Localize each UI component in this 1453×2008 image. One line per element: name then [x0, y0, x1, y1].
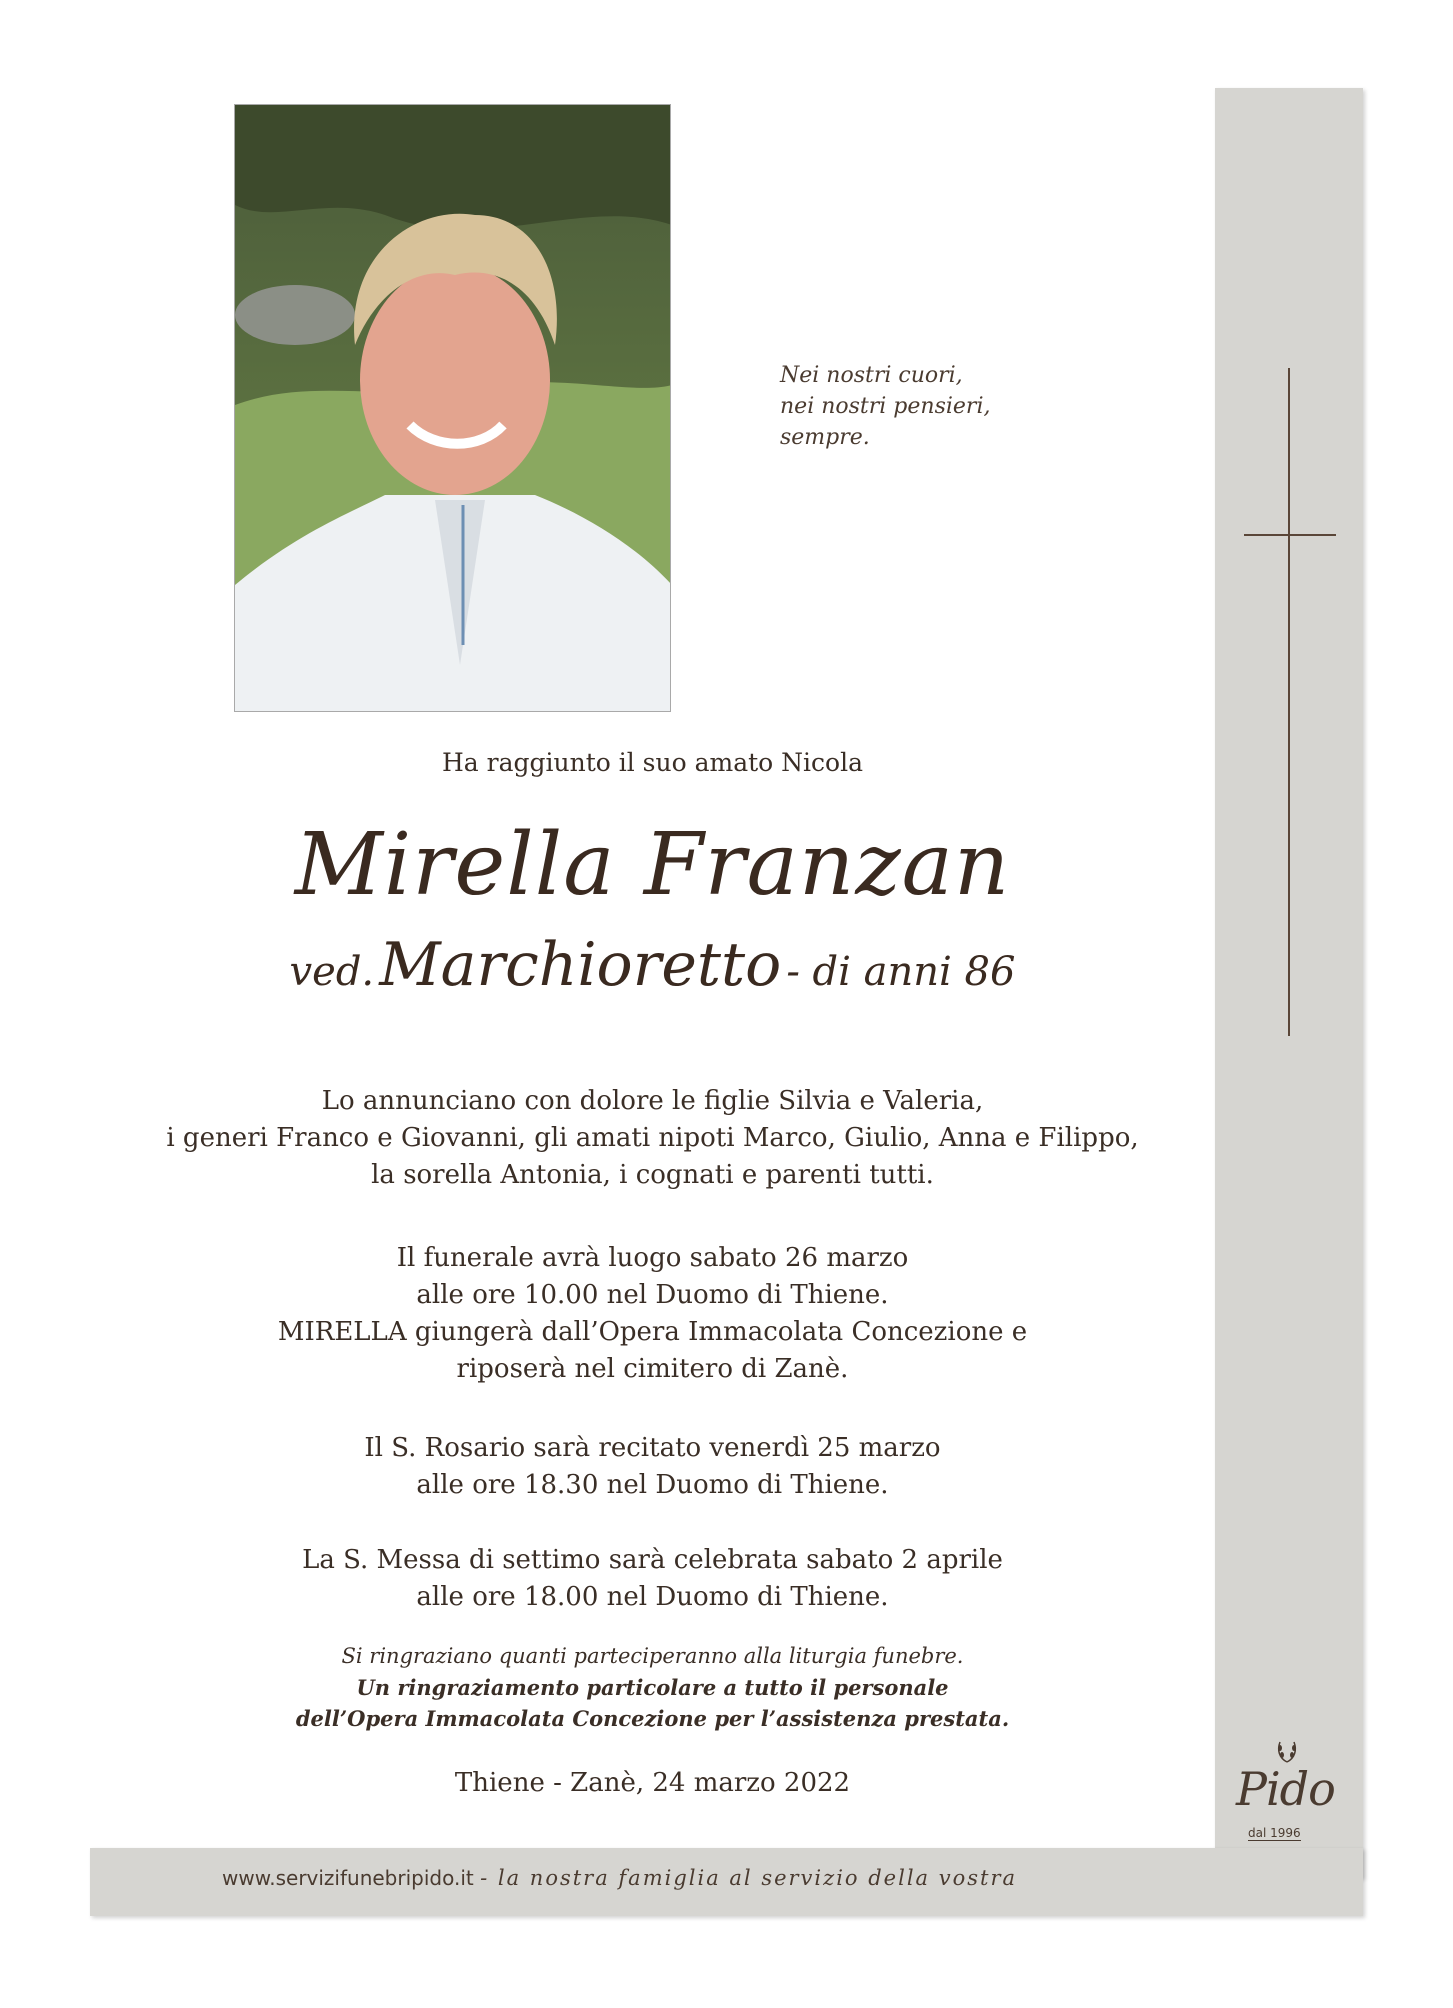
announcement	[90, 1083, 1215, 1194]
announcement-line: la sorella Antonia, i cognati e parenti tutti.	[371, 1160, 934, 1190]
thanks-line: Un ringraziamento particolare a tutto il personale	[356, 1675, 949, 1700]
rosary-info	[90, 1430, 1215, 1504]
mass-line: La S. Messa di settimo sarà celebrata sabato 2 aprile	[302, 1545, 1003, 1575]
age: - di anni 86	[786, 949, 1016, 995]
funeral-home-logo	[1228, 1738, 1348, 1848]
motto	[780, 360, 990, 453]
portrait-photo	[234, 104, 671, 712]
funeral-line: Il funerale avrà luogo sabato 26 marzo	[396, 1243, 909, 1273]
wreath-icon	[1274, 1738, 1300, 1764]
footer-text	[222, 1866, 1017, 1890]
widow-prefix: ved.	[289, 949, 375, 995]
rosary-line: Il S. Rosario sarà recitato venerdì 25 marzo	[364, 1433, 941, 1463]
motto-line: Nei nostri cuori,	[780, 363, 963, 388]
funeral-info	[90, 1240, 1215, 1388]
announcement-line: Lo annunciano con dolore le figlie Silvia e Valeria,	[321, 1086, 984, 1116]
place-date: Thiene - Zanè, 24 marzo 2022	[454, 1768, 851, 1798]
cross-icon	[1244, 368, 1336, 1036]
motto-line: sempre.	[780, 425, 870, 450]
thanks	[90, 1641, 1215, 1734]
deceased-name: Mirella Franzan	[294, 815, 1011, 915]
funeral-line: alle ore 10.00 nel Duomo di Thiene.	[416, 1280, 889, 1310]
funeral-line: MIRELLA giungerà dall’Opera Immacolata Concezione e	[277, 1317, 1028, 1347]
mass-line: alle ore 18.00 nel Duomo di Thiene.	[416, 1582, 889, 1612]
intro-text: Ha raggiunto il suo amato Nicola	[441, 748, 863, 777]
mass-info	[90, 1542, 1215, 1616]
thanks-line: Si ringraziano quanti parteciperanno alla liturgia funebre.	[341, 1644, 964, 1668]
footer-tagline: - la nostra famiglia al servizio della vostra	[480, 1866, 1018, 1890]
logo-since: dal 1996	[1248, 1826, 1301, 1840]
logo-name: Pido	[1236, 1762, 1335, 1816]
motto-line: nei nostri pensieri,	[780, 394, 991, 419]
widow-line	[90, 930, 1215, 1000]
married-surname: Marchioretto	[379, 930, 782, 1000]
funeral-line: riposerà nel cimitero di Zanè.	[456, 1354, 849, 1384]
website-link[interactable]: www.servizifunebripido.it	[222, 1866, 474, 1890]
thanks-line: dell’Opera Immacolata Concezione per l’assistenza prestata.	[295, 1706, 1010, 1731]
rosary-line: alle ore 18.30 nel Duomo di Thiene.	[416, 1470, 889, 1500]
announcement-line: i generi Franco e Giovanni, gli amati nipoti Marco, Giulio, Anna e Filippo,	[166, 1123, 1139, 1153]
